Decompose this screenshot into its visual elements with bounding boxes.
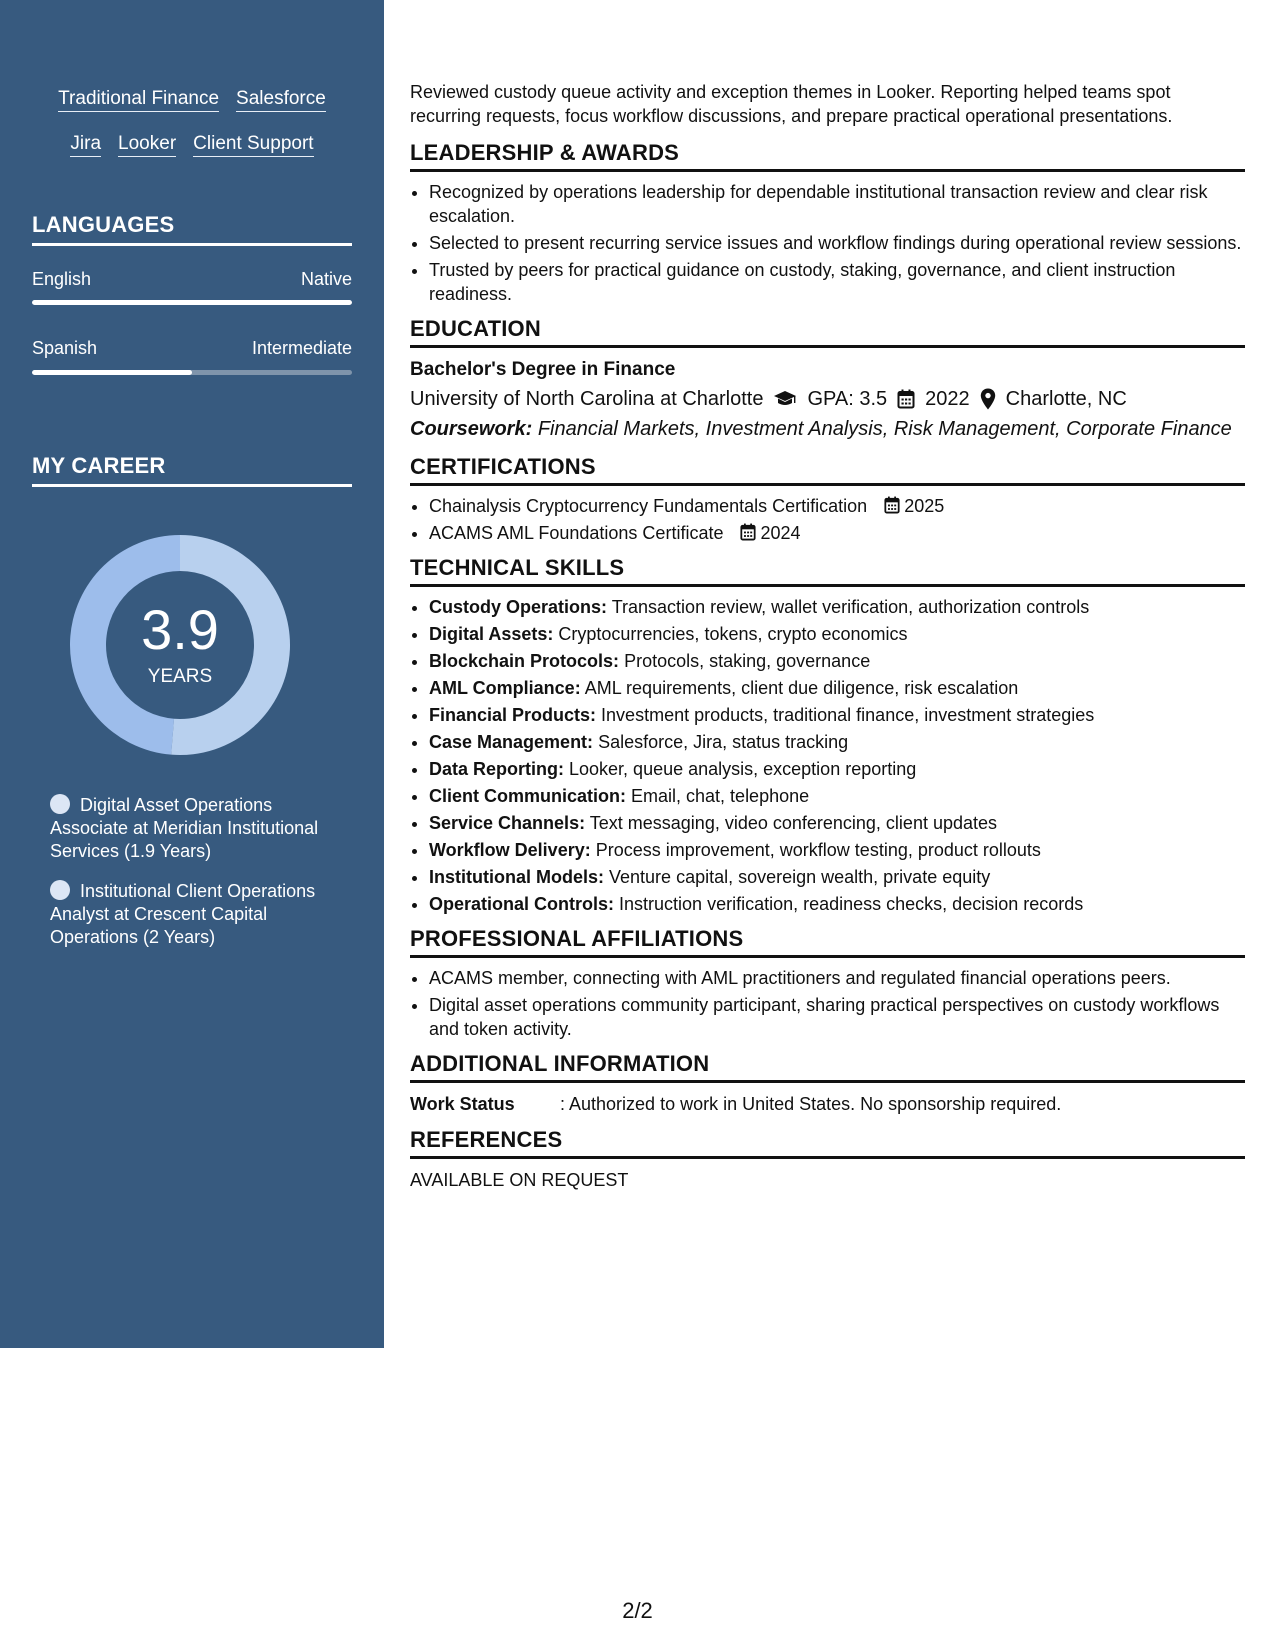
calendar-icon — [740, 523, 756, 541]
main-content — [410, 80, 1245, 1203]
skill-tag: Looker — [118, 133, 176, 157]
language-row-spanish — [32, 338, 352, 359]
work-status-value: : Authorized to work in United States. No sponsorship required. — [560, 1094, 1062, 1114]
skill-category: AML Compliance: — [429, 678, 581, 698]
location-pin-icon — [980, 388, 996, 410]
list-item: • Selected to present recurring service issues and workflow findings during operational review sessions. — [429, 231, 1245, 255]
affiliations-section — [410, 926, 1245, 1041]
list-item — [429, 811, 1245, 835]
career-total-years: 3.9 — [141, 598, 219, 661]
certification-name: ACAMS AML Foundations Certificate — [429, 523, 724, 543]
references-text: AVAILABLE ON REQUEST — [410, 1170, 629, 1190]
skill-tag: Jira — [70, 133, 101, 157]
skill-category: Custody Operations: — [429, 597, 608, 617]
experience-continuation: Reviewed custody queue activity and exception themes in Looker. Reporting helped teams spot recurring requests, focus workflow discussions, and prepare practical operational presentations. — [410, 82, 1173, 126]
career-item-text: Institutional Client Operations Analyst at Crescent Capital Operations (2 Years) — [50, 881, 316, 947]
list-item — [429, 730, 1245, 754]
language-level: Native — [300, 269, 352, 289]
education-school: University of North Carolina at Charlotte — [410, 388, 764, 410]
certifications-section — [410, 454, 1245, 545]
certification-year: 2024 — [760, 523, 801, 543]
additional-info-section — [410, 1051, 1245, 1117]
skill-category: Service Channels: — [429, 813, 586, 833]
skill-category: Workflow Delivery: — [429, 840, 591, 860]
education-gpa: GPA: 3.5 — [807, 388, 888, 410]
education-year: 2022 — [925, 388, 970, 410]
skill-category: Digital Assets: — [429, 624, 554, 644]
skill-tag: Client Support — [193, 133, 313, 157]
skill-values: Process improvement, workflow testing, product rollouts — [595, 840, 1041, 860]
skill-values: Cryptocurrencies, tokens, crypto economics — [558, 624, 908, 644]
section-heading: TECHNICAL SKILLS — [410, 555, 1245, 587]
certification-name: Chainalysis Cryptocurrency Fundamentals Certification — [429, 496, 868, 516]
language-name: Spanish — [32, 338, 98, 358]
list-item — [429, 595, 1245, 619]
calendar-icon — [884, 496, 900, 514]
list-item — [429, 622, 1245, 646]
education-section — [410, 316, 1245, 444]
section-heading: PROFESSIONAL AFFILIATIONS — [410, 926, 1245, 958]
section-heading: EDUCATION — [410, 316, 1245, 348]
language-level: Intermediate — [251, 338, 352, 358]
list-item — [429, 521, 1245, 545]
work-status-label: Work Status — [410, 1094, 515, 1114]
career-heading: MY CAREER — [32, 453, 352, 487]
section-heading: ADDITIONAL INFORMATION — [410, 1051, 1245, 1083]
list-item — [429, 494, 1245, 518]
section-heading: LEADERSHIP & AWARDS — [410, 140, 1245, 172]
education-location: Charlotte, NC — [1005, 388, 1127, 410]
section-heading: REFERENCES — [410, 1127, 1245, 1159]
language-name: English — [32, 269, 92, 289]
list-item — [429, 757, 1245, 781]
coursework-list: Financial Markets, Investment Analysis, Risk Management, Corporate Finance — [537, 418, 1232, 440]
skill-tag: Salesforce — [236, 88, 326, 112]
coursework-label: Coursework: — [410, 418, 533, 440]
list-item: • ACAMS member, connecting with AML practitioners and regulated financial operations peers. — [429, 966, 1245, 990]
graduation-cap-icon — [773, 390, 797, 408]
page-number: 2/2 — [622, 1598, 653, 1623]
references-section — [410, 1127, 1245, 1193]
career-item-text: Digital Asset Operations Associate at Meridian Institutional Services (1.9 Years) — [50, 795, 319, 861]
skill-category: Data Reporting: — [429, 759, 564, 779]
skill-values: Investment products, traditional finance, investment strategies — [601, 705, 1095, 725]
skill-category: Operational Controls: — [429, 894, 615, 914]
work-status-row — [410, 1091, 1245, 1117]
education-details — [410, 384, 1245, 414]
skill-values: Instruction verification, readiness checks, decision records — [619, 894, 1084, 914]
certifications-list — [410, 494, 1245, 545]
career-item — [50, 880, 340, 949]
list-item: • Trusted by peers for practical guidance on custody, staking, governance, and client instruction readiness. — [429, 258, 1245, 306]
skill-values: Email, chat, telephone — [631, 786, 810, 806]
list-item — [429, 838, 1245, 862]
leadership-list — [410, 180, 1245, 306]
list-item — [429, 676, 1245, 700]
skill-category: Blockchain Protocols: — [429, 651, 620, 671]
technical-skills-section — [410, 555, 1245, 916]
education-coursework — [410, 414, 1245, 444]
skill-values: Protocols, staking, governance — [624, 651, 871, 671]
calendar-icon — [897, 389, 915, 409]
skill-values: Salesforce, Jira, status tracking — [598, 732, 849, 752]
list-item — [429, 892, 1245, 916]
list-item: • Digital asset operations community participant, sharing practical perspectives on custody workflows and token activity. — [429, 993, 1245, 1041]
skill-tags-row-1 — [24, 88, 360, 112]
skills-list — [410, 595, 1245, 916]
languages-heading: LANGUAGES — [32, 212, 352, 246]
skill-values: AML requirements, client due diligence, risk escalation — [584, 678, 1019, 698]
career-bullet-icon — [50, 880, 70, 900]
skill-tags-row-2 — [24, 133, 360, 157]
skill-category: Client Communication: — [429, 786, 626, 806]
sidebar — [0, 0, 384, 1348]
list-item — [429, 649, 1245, 673]
language-bar-spanish — [32, 370, 352, 375]
education-degree: Bachelor's Degree in Finance — [410, 359, 676, 380]
language-row-english — [32, 269, 352, 290]
language-bar-fill — [32, 300, 352, 305]
list-item — [429, 865, 1245, 889]
career-bullet-icon — [50, 794, 70, 814]
list-item — [429, 703, 1245, 727]
leadership-section — [410, 140, 1245, 306]
section-heading: CERTIFICATIONS — [410, 454, 1245, 486]
skill-category: Institutional Models: — [429, 867, 604, 887]
certification-year: 2025 — [904, 496, 945, 516]
language-bar-fill — [32, 370, 192, 375]
skill-category: Case Management: — [429, 732, 594, 752]
skill-tag: Traditional Finance — [58, 88, 219, 112]
skill-values: Looker, queue analysis, exception reporting — [569, 759, 917, 779]
skill-category: Financial Products: — [429, 705, 597, 725]
list-item — [429, 784, 1245, 808]
language-bar-english — [32, 300, 352, 305]
skill-values: Venture capital, sovereign wealth, private equity — [609, 867, 991, 887]
affiliations-list — [410, 966, 1245, 1041]
list-item: • Recognized by operations leadership for dependable institutional transaction review and clear risk escalation. — [429, 180, 1245, 228]
career-total-unit: YEARS — [147, 666, 213, 687]
career-item — [50, 794, 340, 863]
skill-values: Transaction review, wallet verification, authorization controls — [611, 597, 1090, 617]
skill-values: Text messaging, video conferencing, client updates — [589, 813, 998, 833]
